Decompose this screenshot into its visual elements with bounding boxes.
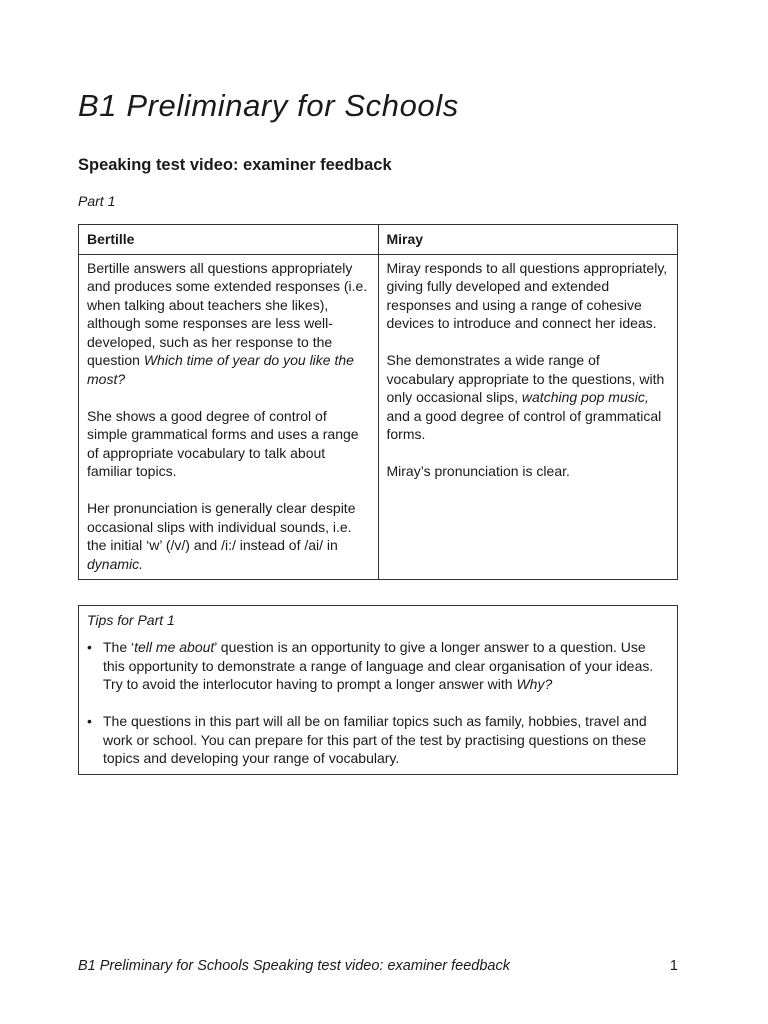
bullet-icon: •	[87, 713, 92, 729]
tips-box	[78, 605, 678, 775]
bertille-paragraph-1: Bertille answers all questions appropriately and produces some extended responses (i.e. when talking about teachers she likes), although some responses are less well-developed, such as her response to the question Which time of year do you like the most?	[87, 259, 368, 387]
list-item: • The ‘tell me about’ question is an opportunity to give a longer answer to a question. Use this opportunity to demonstrate a range of language and clear organisation of your ideas. Try to avoid the interlocutor having to prompt a longer answer with Why?	[87, 639, 654, 692]
tips-title: Tips for Part 1	[87, 612, 175, 628]
miray-feedback-cell	[378, 254, 678, 580]
feedback-table	[78, 224, 678, 580]
table-row	[79, 254, 678, 580]
footer-text: B1 Preliminary for Schools Speaking test video: examiner feedback	[78, 958, 510, 974]
miray-paragraph-2: She demonstrates a wide range of vocabulary appropriate to the questions, with only occasional slips, watching pop music, and a good degree of control of grammatical forms.	[386, 352, 665, 442]
tips-list	[87, 638, 662, 786]
miray-paragraph-1: Miray responds to all questions appropriately, giving fully developed and extended responses and using a range of cohesive devices to introduce and connect her ideas.	[386, 259, 668, 331]
document-subtitle: Speaking test video: examiner feedback	[78, 156, 392, 174]
header-miray: Miray	[378, 225, 678, 255]
table-header-row	[79, 225, 678, 255]
miray-paragraph-3: Miray’s pronunciation is clear.	[386, 463, 570, 479]
document-title: B1 Preliminary for Schools	[78, 88, 459, 123]
header-bertille: Bertille	[79, 225, 379, 255]
bullet-icon: •	[87, 639, 92, 655]
bertille-paragraph-2: She shows a good degree of control of simple grammatical forms and uses a range of appropriate vocabulary to talk about familiar topics.	[87, 407, 359, 479]
part-label: Part 1	[78, 193, 116, 209]
list-item: • The questions in this part will all be on familiar topics such as family, hobbies, travel and work or school. You can prepare for this part of the test by practising questions on these topics and developing your range of vocabulary.	[87, 713, 647, 766]
page-number: 1	[669, 958, 678, 974]
bertille-feedback-cell	[79, 254, 379, 580]
bertille-paragraph-3: Her pronunciation is generally clear despite occasional slips with individual sounds, i.e. the initial ‘w’ (/v/) and /i:/ instead of /ai/ in dynamic.	[87, 500, 356, 572]
